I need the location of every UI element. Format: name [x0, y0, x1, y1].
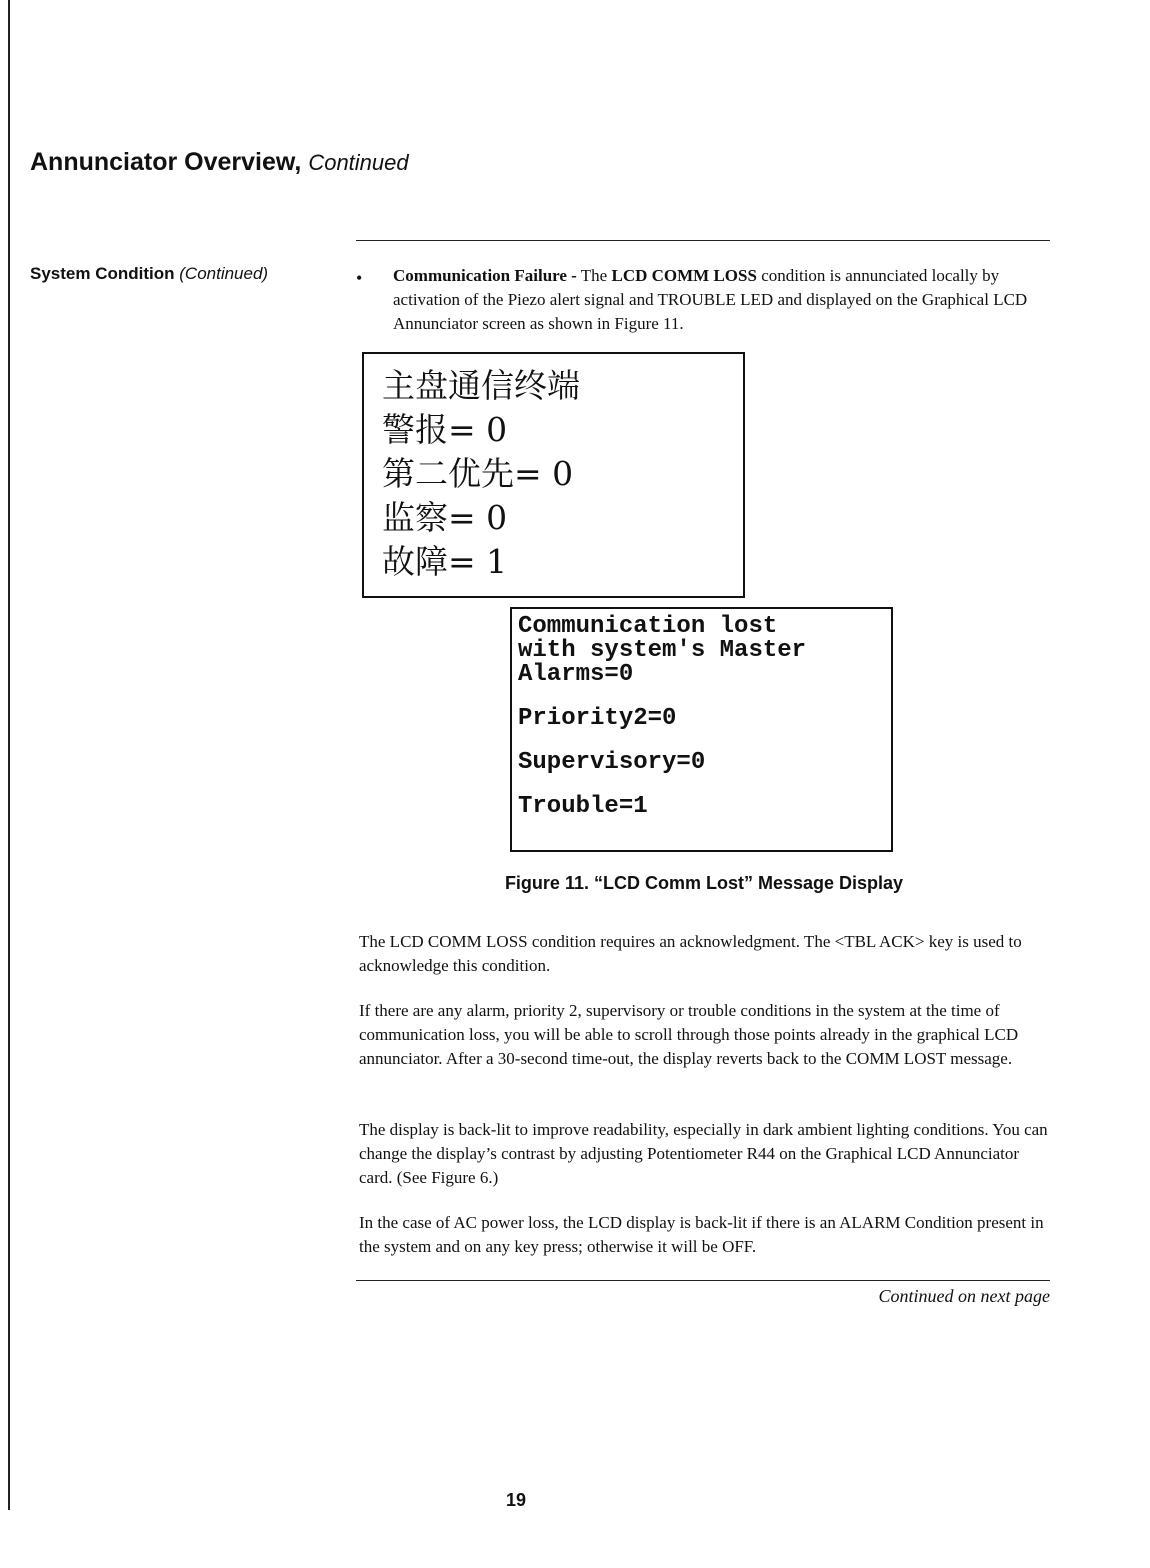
bullet-text-after: condition is annunciated locally by activation of the Piezo alert signal and TROUBLE LED and displayed on the Graphical LCD Annunciator screen as shown in Figure 11. — [393, 266, 1028, 333]
continued-note: Continued on next page — [878, 1286, 1050, 1306]
page-title-text: Annunciator Overview, — [30, 148, 302, 176]
section-label-suffix: (Continued) — [179, 264, 269, 283]
bullet-symbol: • — [356, 268, 363, 288]
paragraph-ac-power: In the case of AC power loss, the LCD display is back-lit if there is an ALARM Condition present in the system and on any key press; otherwise it will be OFF. — [359, 1213, 1044, 1256]
paragraph-ack: The LCD COMM LOSS condition requires an acknowledgment. The <TBL ACK> key is used to acknowledge this condition. — [359, 932, 1022, 975]
lcd-en-line: Trouble=1 — [518, 793, 648, 820]
lcd-cn-line: 主盘通信终端 — [382, 366, 580, 405]
lcd-en-line: Alarms=0 — [518, 661, 634, 688]
left-margin-rule — [8, 0, 10, 1510]
paragraph-backlit: The display is back-lit to improve readability, especially in dark ambient lighting conditions. You can change the display’s contrast by adjusting Potentiometer R44 on the Graphical LCD Annunciator card. (See Figure 6.) — [359, 1120, 1048, 1187]
lcd-en-line: Priority2=0 — [518, 705, 677, 732]
bullet-lead: Communication Failure - — [393, 266, 577, 285]
bullet-paragraph — [393, 264, 1048, 336]
lcd-en-line: Communication lost — [518, 613, 778, 640]
page-number: 19 — [505, 1490, 527, 1510]
lcd-cn-line: 故障= 1 — [382, 542, 508, 581]
lcd-en-line: with system's Master — [518, 637, 807, 664]
paragraph-scroll: If there are any alarm, priority 2, supervisory or trouble conditions in the system at the time of communication loss, you will be able to scroll through those points already in the graphical LCD annunciator. After a 30-second time-out, the display reverts back to the COMM LOST message. — [359, 1001, 1019, 1068]
lcd-en-line: Supervisory=0 — [518, 749, 706, 776]
section-label — [30, 264, 268, 284]
page-title-suffix: Continued — [308, 150, 409, 175]
bullet-text-before: The — [576, 266, 612, 285]
lcd-display-chinese — [362, 352, 745, 598]
page-title — [30, 148, 409, 177]
lcd-cn-line: 警报= 0 — [382, 410, 508, 449]
lcd-cn-line: 第二优先= 0 — [382, 454, 574, 493]
bullet-highlight: LCD COMM LOSS — [611, 266, 757, 285]
figure-caption: Figure 11. “LCD Comm Lost” Message Display — [504, 873, 904, 893]
section-label-text: System Condition — [30, 264, 175, 283]
lcd-cn-line: 监察= 0 — [382, 498, 508, 537]
section-top-rule — [356, 240, 1050, 241]
section-bottom-rule — [356, 1280, 1050, 1281]
lcd-display-english — [510, 607, 893, 852]
